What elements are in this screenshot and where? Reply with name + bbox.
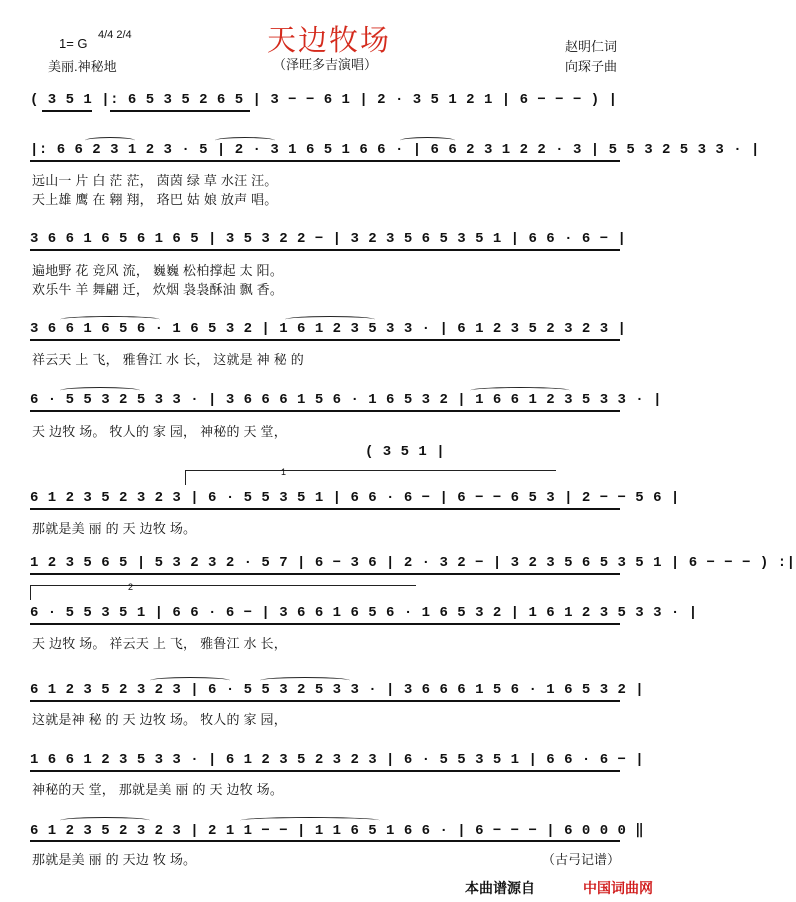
transcriber-credit: （古弓记谱） (542, 852, 621, 867)
slur (260, 677, 350, 684)
performer-subtitle: （泽旺多吉演唱） (273, 57, 378, 72)
score-line-9: 6 1 2 3 5 2 3 2 3 | 6 · 5 5 3 2 5 3 3 · | 3 6 6 6 1 5 6 · 1 6 5 3 2 | (30, 682, 645, 698)
lyric-line-2-verse-2: 欢乐牛 羊 舞翩 迁， 炊烟 袅袅酥油 飘 香。 (32, 282, 284, 297)
score-line-10: 1 6 6 1 2 3 5 3 3 · | 6 1 2 3 5 2 3 2 3 | 6 · 5 5 3 5 1 | 6 6 · 6 − | (30, 752, 645, 768)
score-line-8: 6 · 5 5 3 5 1 | 6 6 · 6 − | 3 6 6 1 6 5 6 · 1 6 5 3 2 | 1 6 1 2 3 5 3 3 · | (30, 605, 698, 621)
composer-credit: 向琛子曲 (565, 59, 618, 74)
score-line-3: 3 6 6 1 6 5 6 1 6 5 | 3 5 3 2 2 − | 3 2 3 5 6 5 3 5 1 | 6 6 · 6 − | (30, 231, 627, 247)
beam-line (30, 840, 620, 842)
lyric-line-1-verse-1: 远山一 片 白 茫 茫， 茵茵 绿 草 水汪 汪。 (32, 173, 278, 188)
score-line-6: 6 1 2 3 5 2 3 2 3 | 6 · 5 5 3 5 1 | 6 6 · 6 − | 6 − − 6 5 3 | 2 − − 5 6 | (30, 490, 680, 506)
lyric-line-1-verse-2: 天上雄 鹰 在 翱 翔， 珞巴 姑 娘 放声 唱。 (32, 192, 278, 207)
slur (285, 316, 375, 323)
beam-line (30, 249, 620, 251)
source-prefix: 本曲谱源自 (465, 880, 535, 896)
lyricist-credit: 赵明仁词 (565, 39, 618, 54)
beam-line (30, 770, 620, 772)
volta-bracket-2 (30, 585, 416, 600)
expression-marking: 美丽.神秘地 (48, 59, 117, 74)
slur (60, 817, 150, 824)
volta-number-2: 2 (128, 582, 134, 592)
time-signature-b: 2/4 (116, 29, 132, 41)
score-line-7: 1 2 3 5 6 5 | 5 3 2 3 2 · 5 7 | 6 − 3 6 | 2 · 3 2 − | 3 2 3 5 6 5 3 5 1 | 6 − − − ) :| (30, 555, 796, 571)
time-signatures (98, 30, 132, 40)
slur (60, 316, 160, 323)
beam-line (30, 508, 620, 510)
lyric-line-5: 那就是美 丽 的 天 边牧 场。 (32, 521, 197, 536)
slur (150, 677, 230, 684)
lyric-line-3: 祥云天 上 飞， 雅鲁江 水 长， 这就是 神 秘 的 (32, 352, 304, 367)
beam-line (30, 623, 620, 625)
slur (215, 137, 275, 144)
score-line-5: 6 · 5 5 3 2 5 3 3 · | 3 6 6 6 1 5 6 · 1 6 5 3 2 | 1 6 6 1 2 3 5 3 3 · | (30, 392, 662, 408)
beam-line (30, 573, 620, 575)
slur (85, 137, 135, 144)
score-line-4: 3 6 6 1 6 5 6 · 1 6 5 3 2 | 1 6 1 2 3 5 3 3 · | 6 1 2 3 5 2 3 2 3 | (30, 321, 627, 337)
song-title: 天边牧场 (267, 25, 392, 57)
volta-number-1: 1 (281, 467, 287, 477)
time-signature-a: 4/4 (98, 29, 114, 41)
lyric-line-7: 天 边牧 场。 祥云天 上 飞， 雅鲁江 水 长， (32, 636, 287, 651)
beam-line (30, 700, 620, 702)
lyric-line-9: 神秘的天 堂， 那就是美 丽 的 天 边牧 场。 (32, 782, 284, 797)
slur (470, 387, 570, 394)
lyric-line-2-verse-1: 遍地野 花 竞风 流， 巍巍 松柏撑起 太 阳。 (32, 263, 284, 278)
slur (60, 387, 140, 394)
beam-line (30, 410, 620, 412)
slur (400, 137, 455, 144)
repeat-intro-marker: ( 3 5 1 | (365, 444, 446, 460)
lyric-line-4: 天 边牧 场。 牧人的 家 园， 神秘的 天 堂， (32, 424, 287, 439)
beam-line (30, 160, 620, 162)
beam-line (42, 110, 92, 112)
score-line-2: |: 6 6 2 3 1 2 3 · 5 | 2 · 3 1 6 5 1 6 6 · | 6 6 2 3 1 2 2 · 3 | 5 5 3 2 5 3 3 · | (30, 142, 760, 158)
beam-line (30, 339, 620, 341)
score-line-11: 6 1 2 3 5 2 3 2 3 | 2 1 1 − − | 1 1 6 5 1 6 6 · | 6 − − − | 6 0 0 0 ‖ (30, 823, 645, 839)
volta-bracket-1 (185, 470, 556, 485)
score-line-1: ( 3 5 1 |: 6 5 3 5 2 6 5 | 3 − − 6 1 | 2 · 3 5 1 2 1 | 6 − − − ) | (30, 92, 618, 108)
lyric-line-8: 这就是神 秘 的 天 边牧 场。 牧人的 家 园， (32, 712, 287, 727)
key-signature: 1= G (59, 36, 88, 51)
slur (240, 817, 380, 824)
source-brand-link[interactable]: 中国词曲网 (583, 880, 653, 896)
beam-line (110, 110, 250, 112)
lyric-line-10: 那就是美 丽 的 天边 牧 场。 (32, 852, 197, 867)
